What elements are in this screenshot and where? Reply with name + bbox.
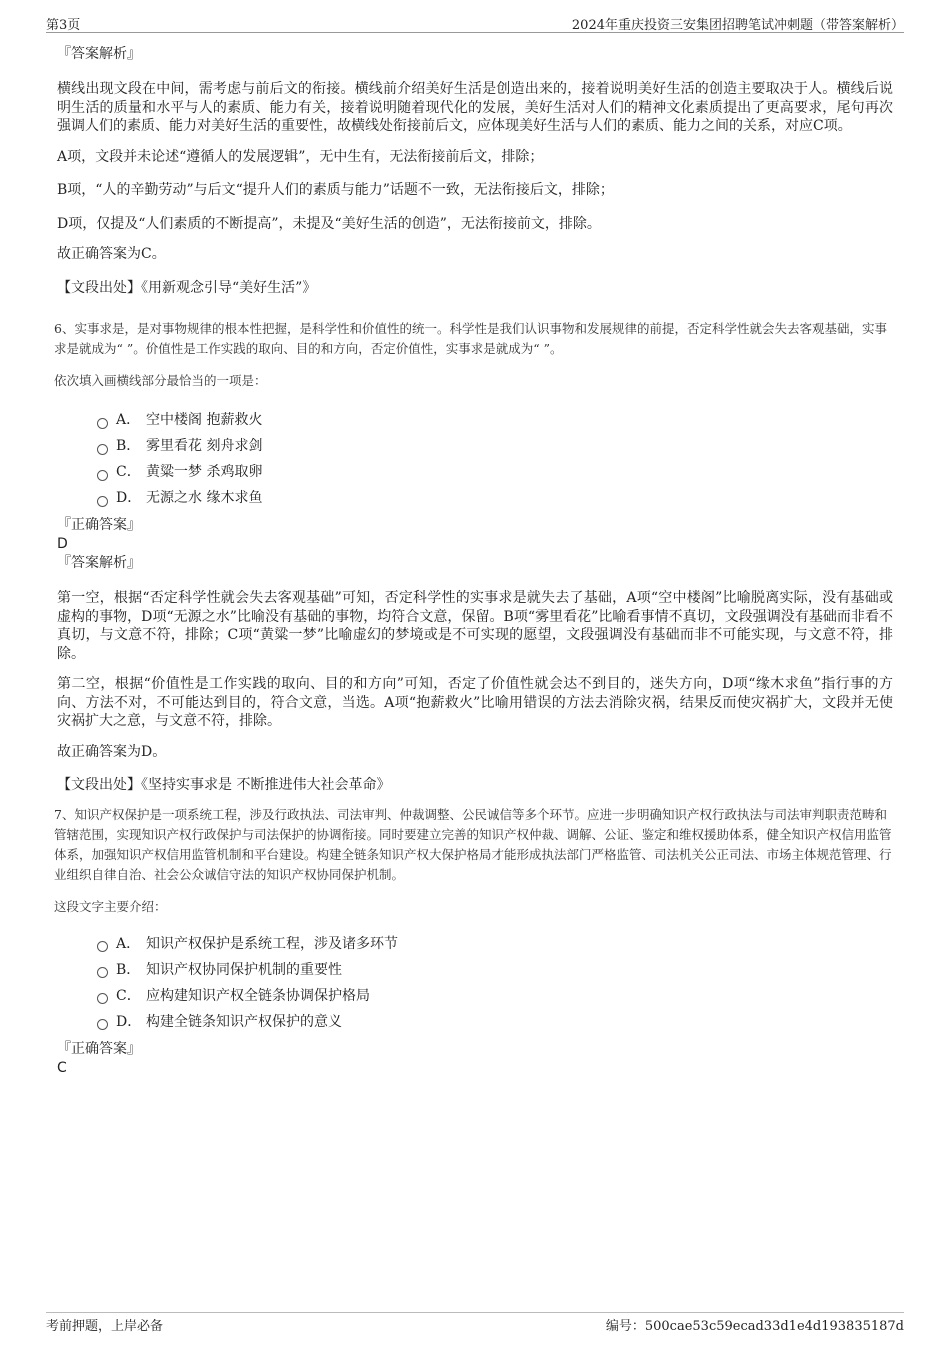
radio-icon[interactable] [97, 470, 108, 481]
option-b[interactable]: B． 雾里看花 刻舟求剑 [97, 433, 893, 459]
page-number: 第3页 [46, 18, 81, 33]
correct-answer: C [57, 1059, 67, 1076]
radio-icon[interactable] [97, 1019, 108, 1030]
analysis-paragraph: D项，仅提及“人们素质的不断提高”，未提及“美好生活的创造”，无法衔接前文，排除。 [57, 215, 601, 232]
radio-icon[interactable] [97, 418, 108, 429]
option-a[interactable]: A． 空中楼阁 抱薪救火 [97, 407, 893, 433]
option-c[interactable]: C． 黄粱一梦 杀鸡取卵 [97, 459, 893, 485]
radio-icon[interactable] [97, 967, 108, 978]
analysis-paragraph: B项，“人的辛勤劳动”与后文“提升人们的素质与能力”话题不一致，无法衔接后文，排除； [57, 182, 614, 198]
analysis-paragraph: A项，文段并未论述“遵循人的发展逻辑”，无中生有，无法衔接前后文，排除； [57, 148, 544, 165]
conclusion: 故正确答案为D。 [57, 743, 167, 760]
document-body [54, 44, 893, 1077]
option-d[interactable]: D． 无源之水 缘木求鱼 [97, 485, 893, 511]
analysis-paragraph: 横线出现文段在中间，需考虑与前后文的衔接。横线前介绍美好生活是创造出来的，接着说明美好生活的创造主要取决于人。横线后说明生活的质量和水平与人的素质、能力有关，接着说明随着现代化的发展，美好生活对人们的精神文化素质提出了更高要求，尾句再次强调人们的素质、能力对美好生活的重要性，故横线处衔接前后文，应体现美好生活与人们的素质、能力之间的关系，对应C项。 [57, 81, 893, 134]
radio-icon[interactable] [97, 941, 108, 952]
radio-icon[interactable] [97, 496, 108, 507]
analysis-tag: 『答案解析』 [57, 555, 141, 571]
conclusion: 故正确答案为C。 [57, 246, 166, 262]
option-d[interactable]: D． 构建全链条知识产权保护的意义 [97, 1009, 893, 1035]
source-citation: 【文段出处】《用新观念引导“美好生活”》 [57, 279, 317, 296]
radio-icon[interactable] [97, 993, 108, 1004]
option-a[interactable]: A． 知识产权保护是系统工程，涉及诸多环节 [97, 931, 893, 957]
question-prompt: 这段文字主要介绍： [54, 898, 167, 914]
source-citation: 【文段出处】《坚持实事求是 不断推进伟大社会革命》 [57, 777, 391, 793]
option-b[interactable]: B． 知识产权协同保护机制的重要性 [97, 957, 893, 983]
options-list [57, 407, 893, 511]
document-title: 2024年重庆投资三安集团招聘笔试冲刺题（带答案解析） [571, 18, 904, 33]
analysis-tag: 『答案解析』 [57, 46, 141, 62]
analysis-paragraph: 第一空，根据“否定科学性就会失去客观基础”可知，否定科学性的实事求是就失去了基础，A项“空中楼阁”比喻脱离实际，没有基础或虚构的事物，D项“无源之水”比喻没有基础的事物，均符合文意，保留。B项“雾里看花”比喻看事情不真切，文段强调没有基础而非看不真切，与文意不符，排除；C项“黄粱一梦”比喻虚幻的梦境或是不可实现的愿望，文段强调没有基础而非不可能实现，与文意不符，排除。 [57, 590, 893, 662]
answer-tag: 『正确答案』 [57, 1040, 141, 1057]
question-prompt: 依次填入画横线部分最恰当的一项是： [54, 373, 267, 388]
answer-tag: 『正确答案』 [57, 517, 141, 533]
footer-slogan: 考前押题，上岸必备 [46, 1319, 164, 1334]
radio-icon[interactable] [97, 444, 108, 455]
options-list [57, 931, 893, 1035]
page-header [46, 14, 904, 33]
question-stem: 7、知识产权保护是一项系统工程，涉及行政执法、司法审判、仲裁调整、公民诚信等多个环节。应进一步明确知识产权行政执法与司法审判职责范畴和管辖范围，实现知识产权行政保护与司法保护的协调衔接。同时要建立完善的知识产权仲裁、调解、公证、鉴定和维权援助体系，健全知识产权信用监管体系，加强知识产权信用监管机制和平台建设。构建全链条知识产权大保护格局才能形成执法部门严格监管、司法机关公正司法、市场主体规范管理、行业组织自律自治、社会公众诚信守法的知识产权协同保护机制。 [54, 806, 892, 882]
question-stem: 6、实事求是，是对事物规律的根本性把握，是科学性和价值性的统一。科学性是我们认识事物和发展规律的前提，否定科学性就会失去客观基础，实事求是就成为“ ”。价值性是工作实践的取向、目的和方向，否定价值性，实事求是就成为“ ”。 [54, 321, 887, 356]
document-code: 编号：500cae53c59ecad33d1e4d193835187d [605, 1319, 904, 1334]
page-footer [46, 1312, 904, 1335]
correct-answer: D [57, 536, 68, 552]
analysis-paragraph: 第二空，根据“价值性是工作实践的取向、目的和方向”可知，否定了价值性就会达不到目的，迷失方向，D项“缘木求鱼”指行事的方向、方法不对，不可能达到目的，符合文意，当选。A项“抱薪救火”比喻用错误的方法去消除灾祸，结果反而使灾祸扩大，文段并无使灾祸扩大之意，与文意不符，排除。 [57, 676, 893, 729]
option-c[interactable]: C． 应构建知识产权全链条协调保护格局 [97, 983, 893, 1009]
